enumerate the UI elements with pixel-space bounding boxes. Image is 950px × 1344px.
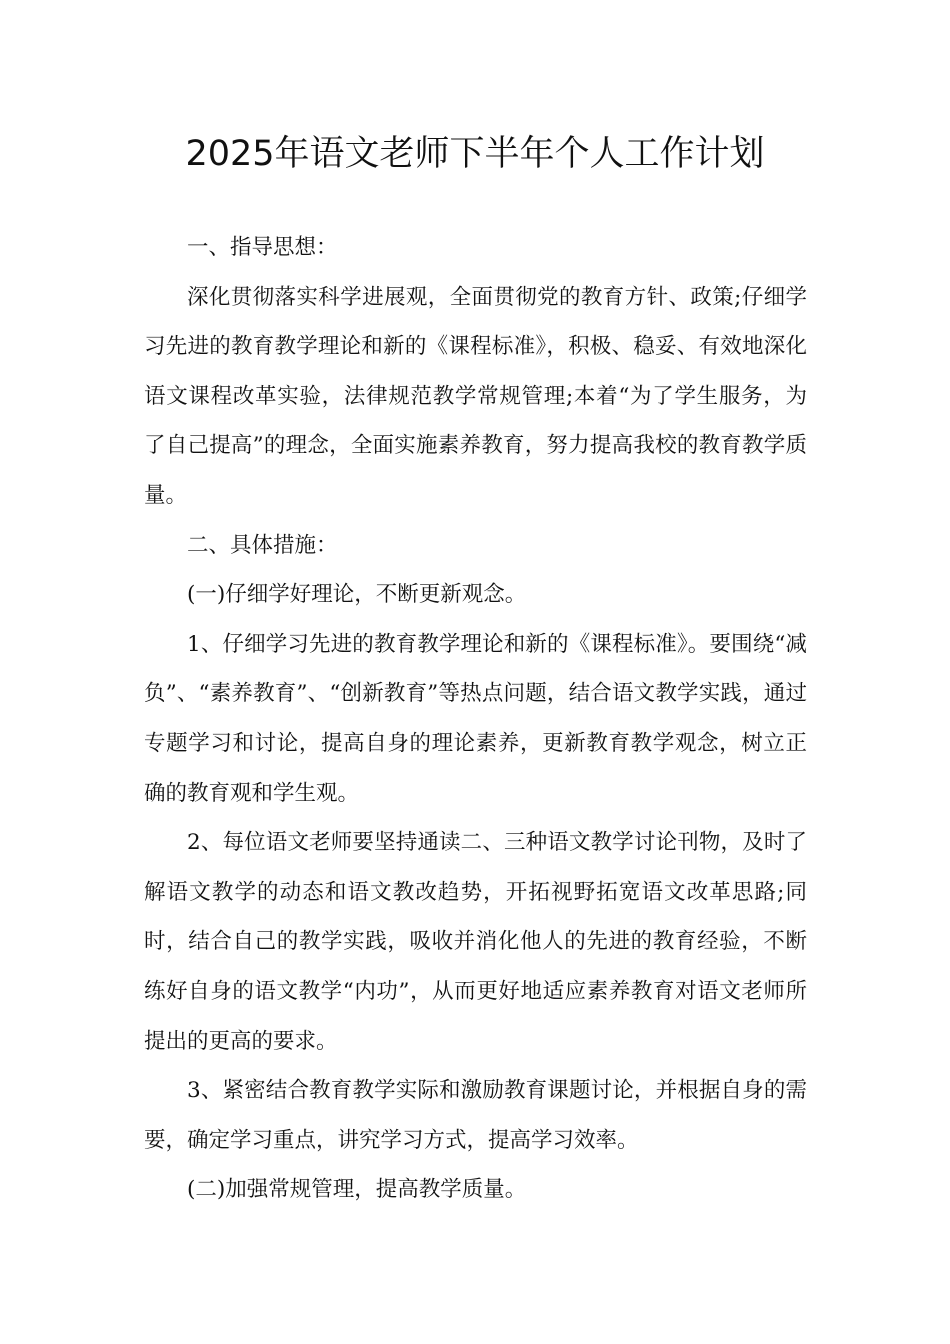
paragraph-item-2: 2、每位语文老师要坚持通读二、三种语文教学讨论刊物，及时了解语文教学的动态和语文教改趋势，开拓视野拓宽语文改革思路;同时，结合自己的教学实践，吸收并消化他人的先进的教育经验，不断练好自身的语文教学“内功”，从而更好地适应素养教育对语文老师所提出的更高的要求。 xyxy=(144,830,807,1054)
heading-specific-measures: 二、具体措施： xyxy=(187,532,338,558)
subheading-theory-study: (一)仔细学好理论，不断更新观念。 xyxy=(187,582,527,608)
paragraph-item-3: 3、紧密结合教育教学实际和激励教育课题讨论，并根据自身的需要，确定学习重点，讲究学习方式，提高学习效率。 xyxy=(144,1078,807,1153)
paragraph-item-1: 1、仔细学习先进的教育教学理论和新的《课程标准》。要围绕“减负”、“素养教育”、“创新教育”等热点问题，结合语文教学实践，通过专题学习和讨论，提高自身的理论素养，更新教育教学观念，树立正确的教育观和学生观。 xyxy=(144,631,807,806)
document-body xyxy=(144,223,807,1215)
heading-guiding-thought: 一、指导思想： xyxy=(187,235,338,260)
subheading-routine-management: (二)加强常规管理，提高教学质量。 xyxy=(187,1177,527,1203)
document-title: 2025年语文老师下半年个人工作计划 xyxy=(185,134,765,174)
paragraph-guiding-thought: 深化贯彻落实科学进展观，全面贯彻党的教育方针、政策;仔细学习先进的教育教学理论和新的《课程标准》，积极、稳妥、有效地深化语文课程改革实验，法律规范教学常规管理;本着“为了学生服务，为了自己提高”的理念，全面实施素养教育，努力提高我校的教育教学质量。 xyxy=(144,284,807,508)
